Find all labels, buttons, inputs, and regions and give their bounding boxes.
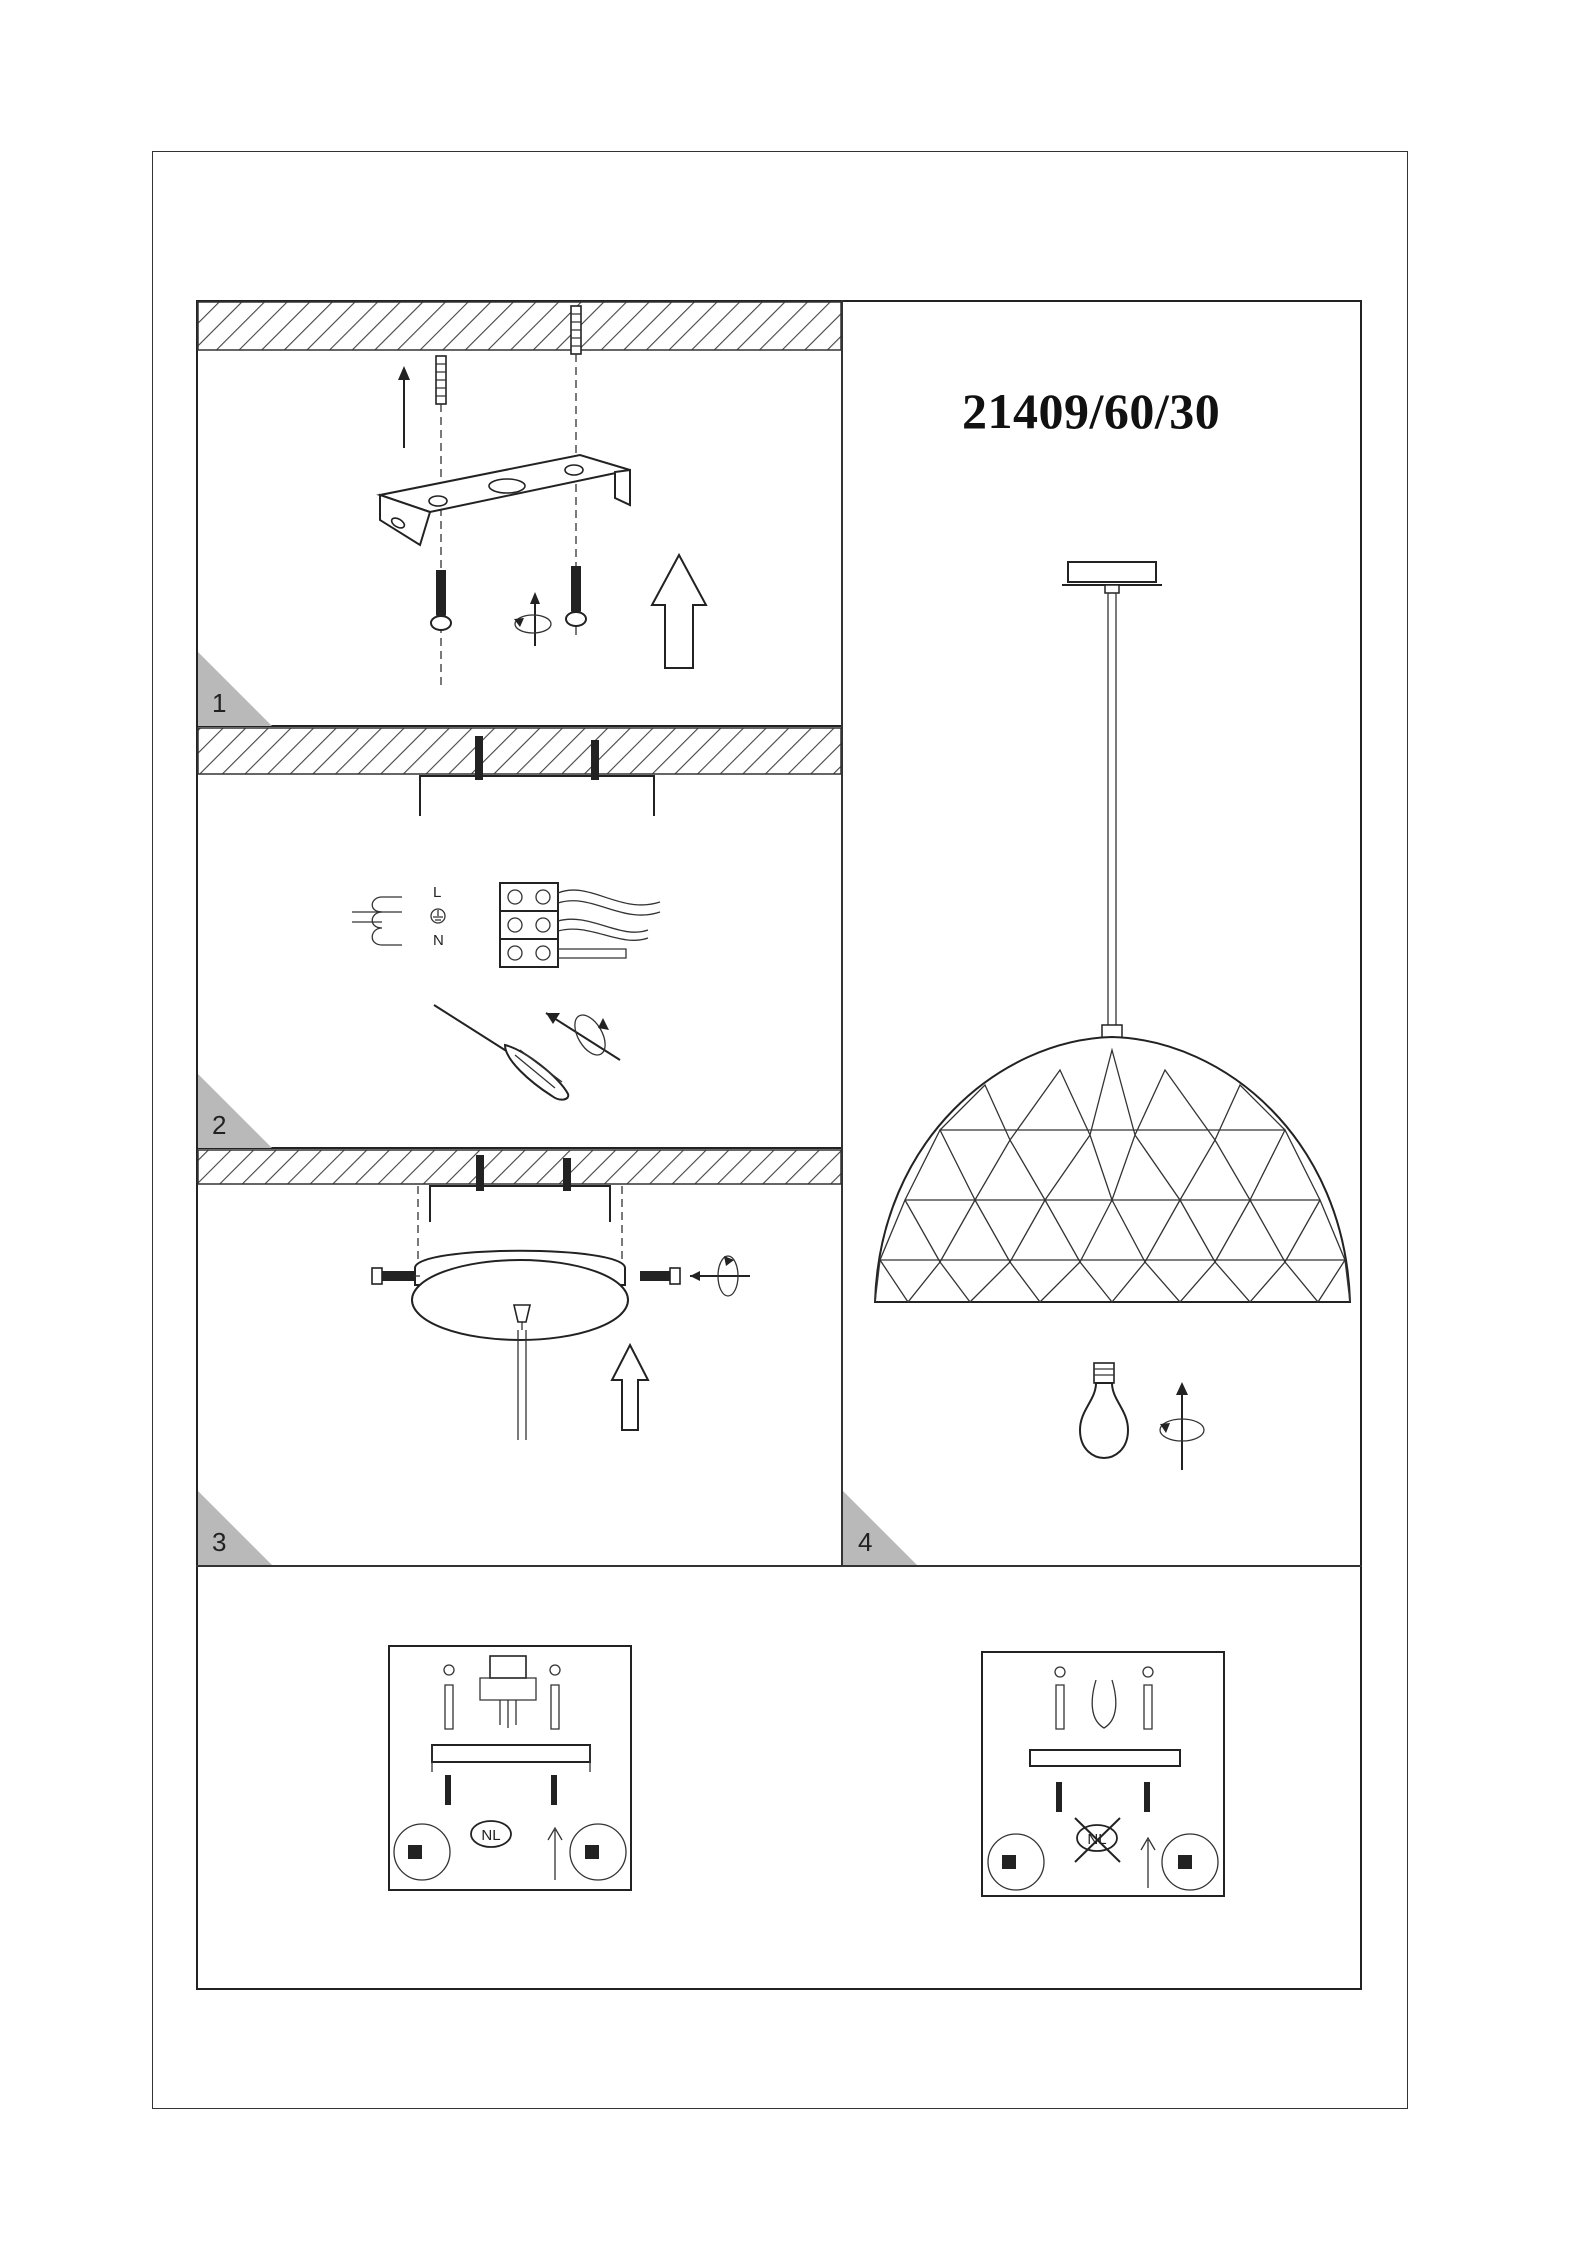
nl-badge-label: NL [481,1827,501,1844]
terminal-block [500,883,660,967]
nl-badge-label: NL [1087,1831,1107,1848]
step-2-diagram [198,728,841,1148]
step-4-number: 4 [858,1527,873,1557]
ceiling-canopy [412,1251,628,1440]
step-1-badge [198,652,272,726]
inset-diagram-nl [389,1646,631,1890]
step-3-diagram [198,1150,841,1565]
inset-diagram-nl-crossed [982,1652,1224,1896]
step-4-diagram [843,562,1350,1565]
rotate-icon [1160,1382,1204,1470]
wall-anchor-icon [436,356,446,404]
ceiling-hatch [198,1150,841,1184]
step-2-badge [198,1074,272,1148]
rotate-arrow-icon [690,1256,750,1296]
earth-ground-icon [431,909,445,923]
step-3-badge [198,1491,272,1565]
mounted-bracket [430,1186,610,1222]
lift-arrow-icon [652,555,706,668]
up-arrow-icon [398,366,410,448]
screw-icon [566,566,586,626]
wire-connector [352,897,402,945]
step-1-number: 1 [212,688,227,718]
screw-icon [372,1268,420,1284]
terminal-l-label: L [433,884,442,901]
light-bulb-icon [1080,1363,1128,1458]
step-3-number: 3 [212,1527,227,1557]
rotate-arrow-icon [546,1010,620,1060]
rotate-icon [514,592,551,646]
screw-icon [640,1268,680,1284]
screwdriver-icon [434,1005,568,1100]
mounted-bracket [420,776,654,816]
terminal-n-label: N [433,932,444,949]
lift-arrow-icon [612,1345,648,1430]
step-2-number: 2 [212,1110,227,1140]
step-1-diagram [198,302,841,726]
mounting-bracket [380,455,630,545]
step-4-badge [843,1491,917,1565]
ceiling-hatch [198,728,841,774]
screw-icon [431,570,451,630]
pendant-lamp [875,562,1350,1302]
wall-anchor-icon [571,306,581,354]
ceiling-hatch [198,302,841,350]
model-number: 21409/60/30 [962,383,1221,439]
